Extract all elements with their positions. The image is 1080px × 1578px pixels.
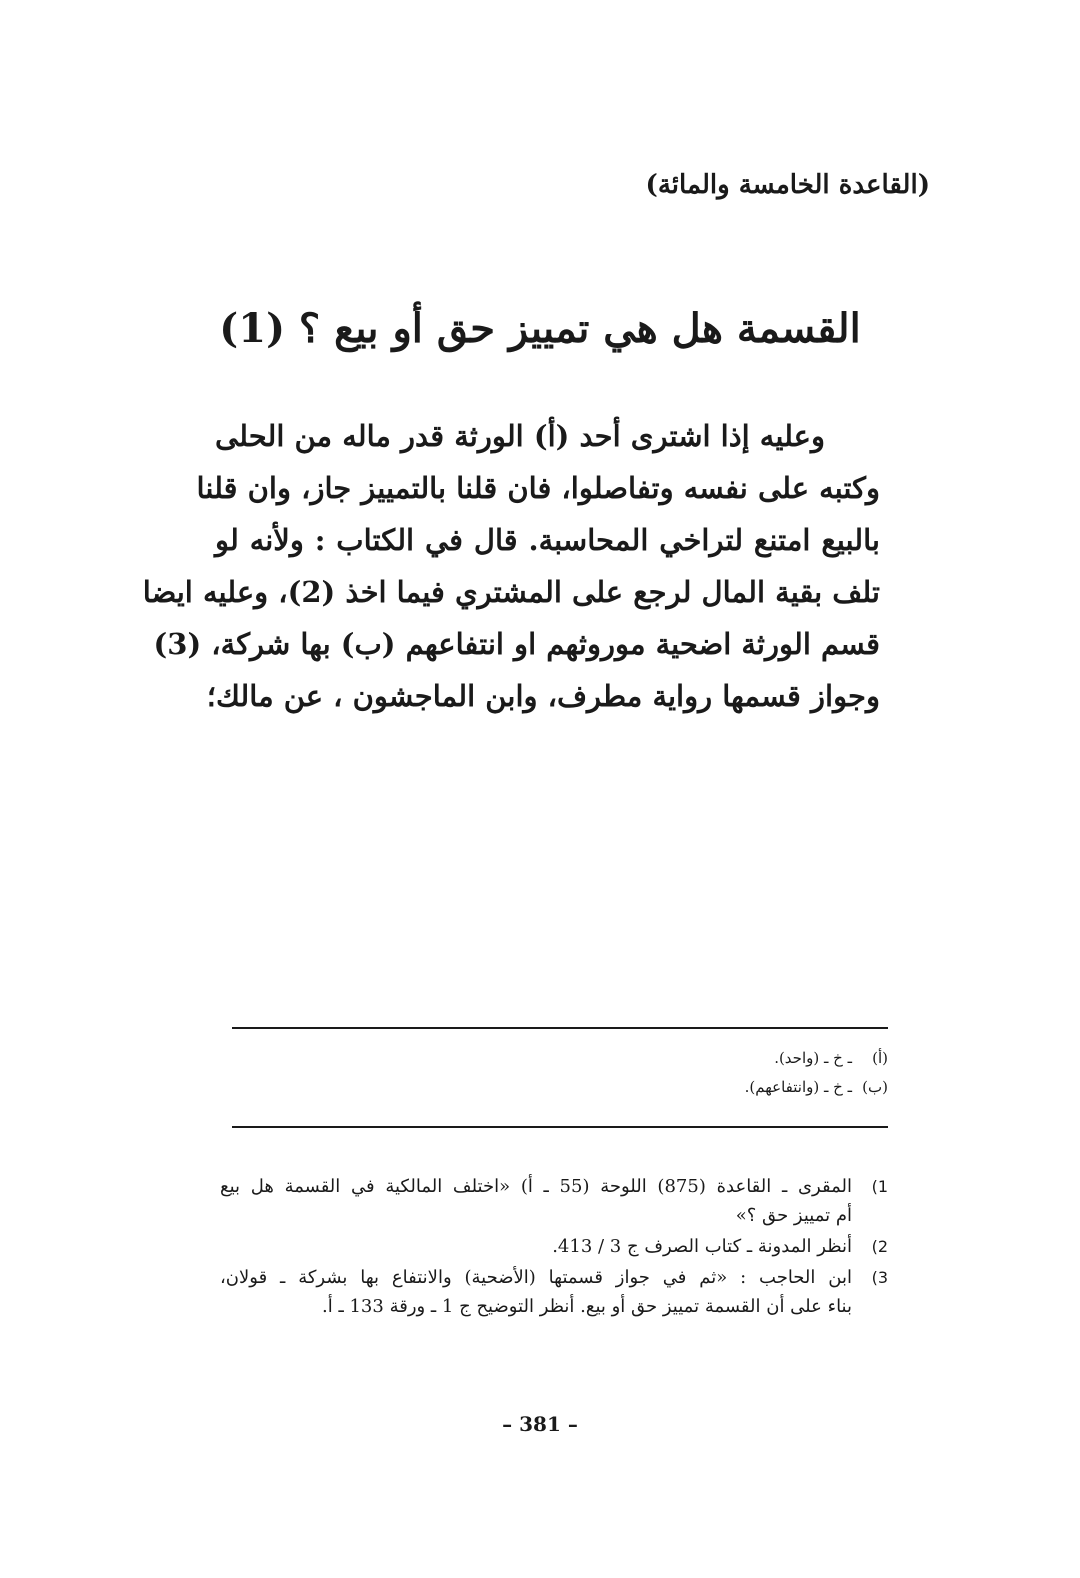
- footnote-line: ابن الحاجب : «ثم في جواز قسمتها (الأضحية) والانتفاع بها بشركة ـ قولان،: [220, 1267, 852, 1288]
- footnote-text: [220, 1263, 852, 1321]
- footnote: [220, 1172, 888, 1230]
- footnote-line: أم تمييز حق ؟»: [735, 1205, 852, 1226]
- footnote-line: بناء على أن القسمة تمييز حق أو بيع. أنظر التوضيح ج 1 ـ ورقة 133 ـ أ.: [322, 1296, 852, 1317]
- footnote-text: [220, 1232, 852, 1261]
- variant-mark: (أ): [872, 1049, 888, 1067]
- variant-text: ـ خ ـ (وانتفاعهم).: [744, 1078, 852, 1096]
- variants-top-divider: [232, 1027, 888, 1029]
- paragraph-line: وعليه إذا اشترى أحد (أ) الورثة قدر ماله من الحلى: [215, 419, 825, 453]
- paragraph-line: بالبيع امتنع لتراخي المحاسبة. قال في الكتاب : ولأنه لو: [215, 523, 880, 557]
- manuscript-variants: [248, 1044, 888, 1102]
- footnote-line: المقرى ـ القاعدة (875) اللوحة (55 ـ أ) «اختلف المالكية في القسمة هل بيع: [220, 1176, 852, 1197]
- paragraph-line: تلف بقية المال لرجع على المشتري فيما اخذ (2)، وعليه ايضا: [142, 575, 880, 609]
- footnote-text: [220, 1172, 852, 1230]
- footnote: [220, 1232, 888, 1261]
- footnote: [220, 1263, 888, 1321]
- page-number: – 381 –: [502, 1412, 578, 1436]
- main-paragraph: [142, 410, 880, 722]
- rule-number-heading: (القاعدة الخامسة والمائة): [645, 170, 930, 200]
- footnote-number: 3): [871, 1268, 888, 1287]
- page-title: القسمة هل هي تمييز حق أو بيع ؟ (1): [219, 305, 861, 352]
- paragraph-line: وجواز قسمها رواية مطرف، وابن الماجشون ، عن مالك؛: [206, 679, 880, 713]
- paragraph-line: وكتبه على نفسه وتفاصلوا، فان قلنا بالتمييز جاز، وان قلنا: [196, 471, 880, 505]
- paragraph-line: قسم الورثة اضحية موروثهم او انتفاعهم (ب) بها شركة، (3): [153, 627, 880, 661]
- variant-note: [248, 1073, 888, 1102]
- footnotes: [220, 1172, 888, 1323]
- footnotes-divider: [232, 1126, 888, 1128]
- footnote-number: 2): [871, 1237, 888, 1256]
- footnote-line: أنظر المدونة ـ كتاب الصرف ج 3 / 413.: [552, 1236, 852, 1257]
- footnote-number: 1): [871, 1177, 888, 1196]
- variant-text: ـ خ ـ (واحد).: [774, 1049, 852, 1067]
- variant-mark: (ب): [862, 1078, 888, 1096]
- variant-note: [248, 1044, 888, 1073]
